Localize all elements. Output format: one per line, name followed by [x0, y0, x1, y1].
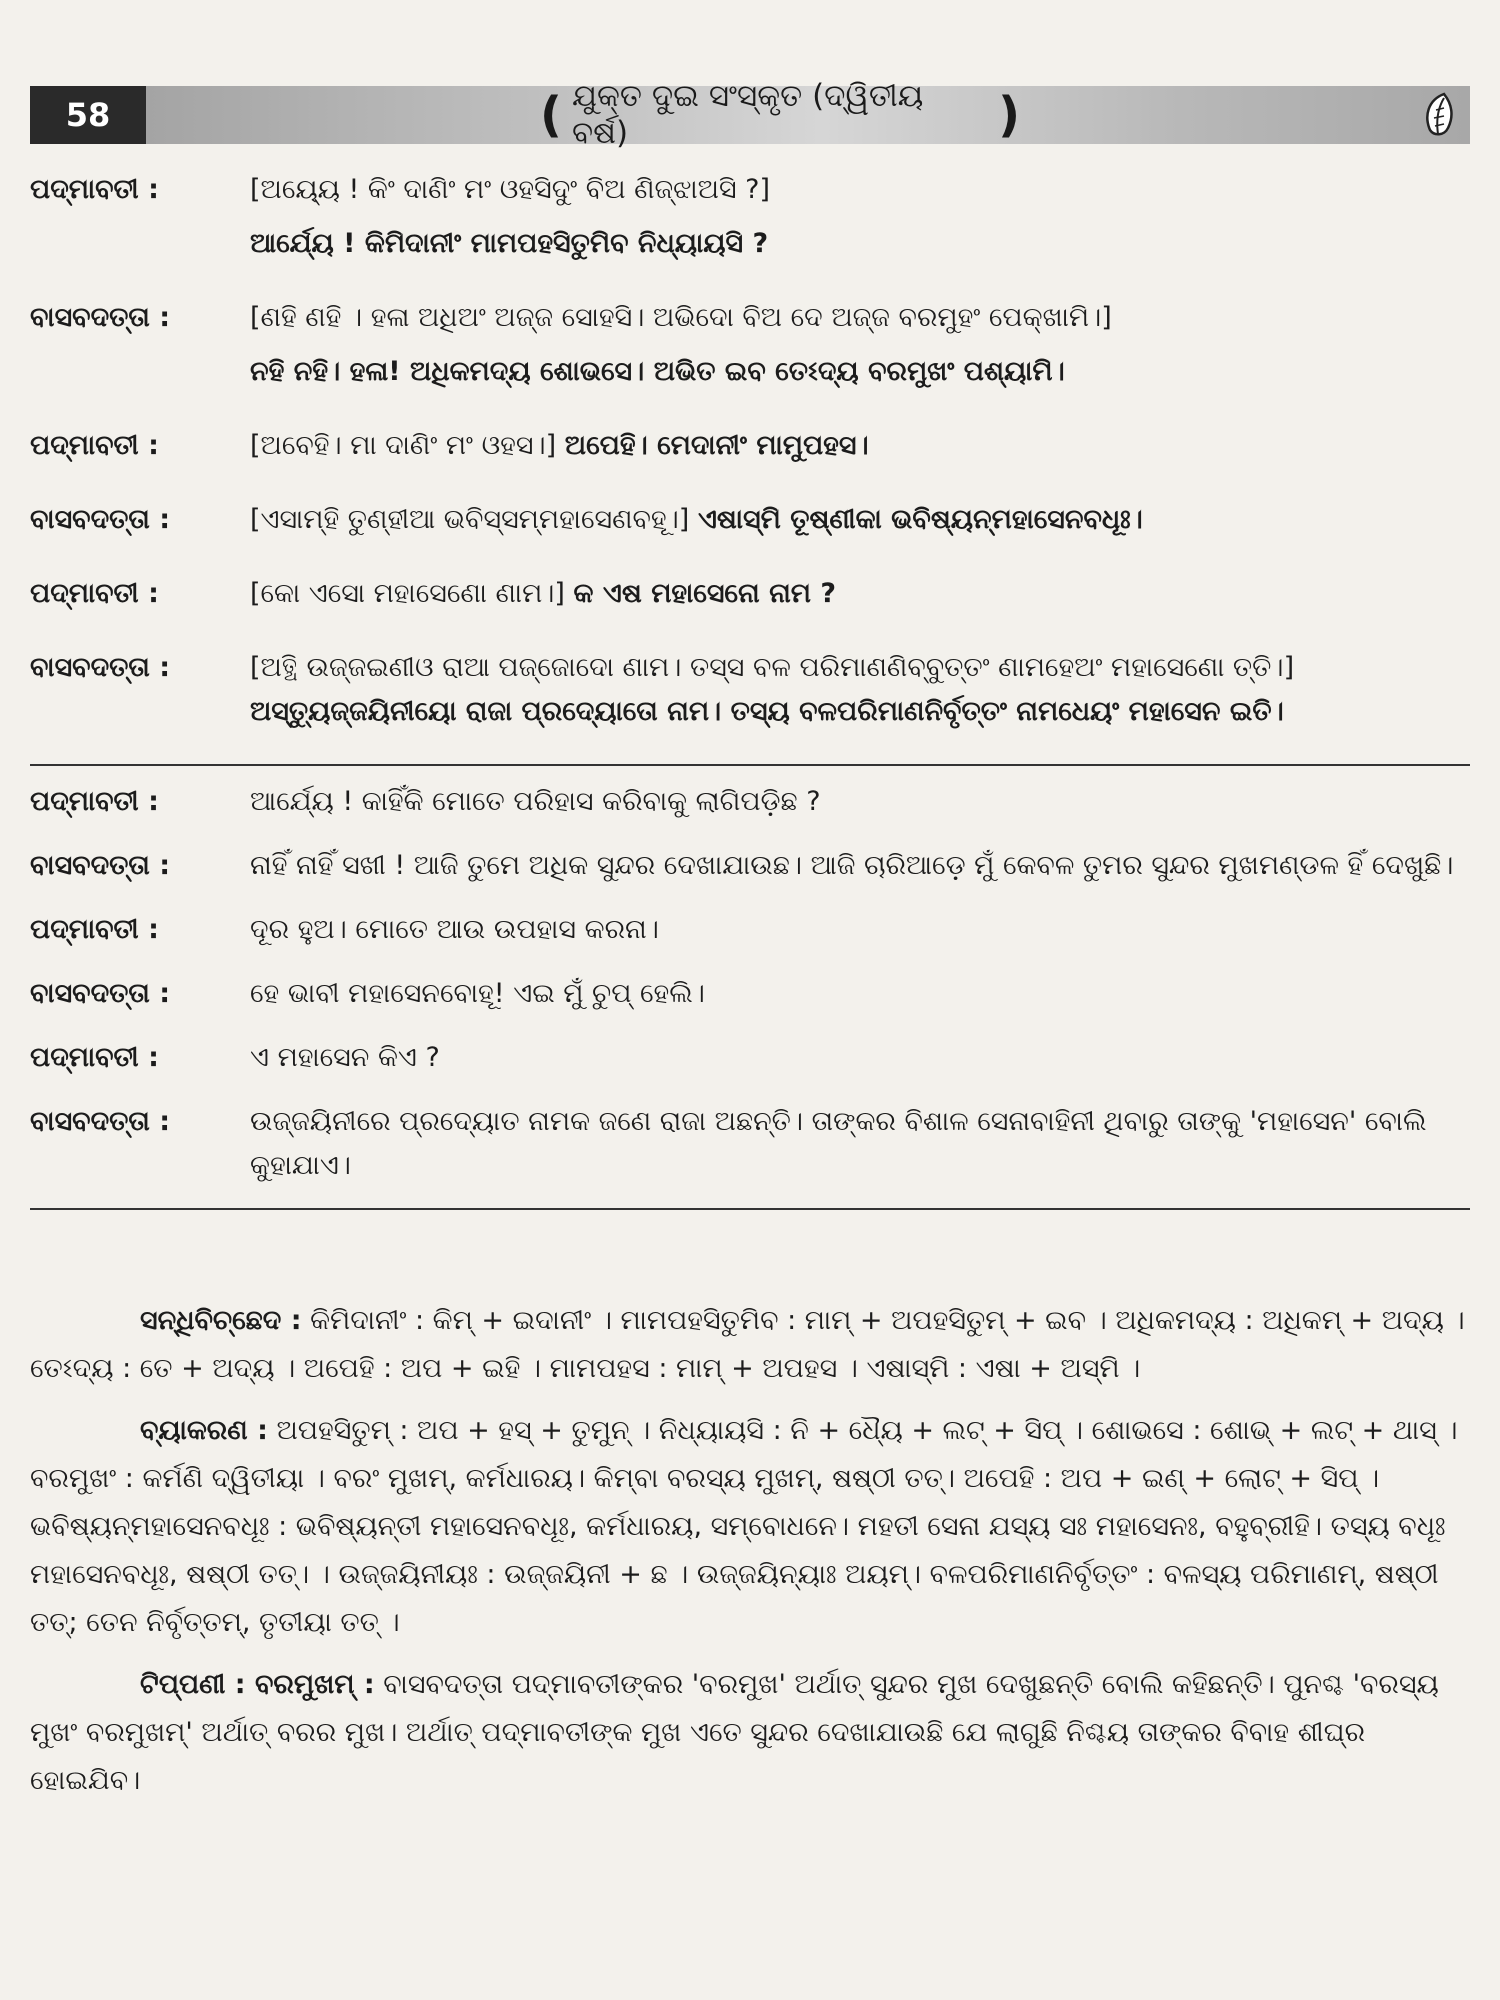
vyakarana-label: ବ୍ୟାକରଣ : [140, 1415, 268, 1446]
prakrit-line: [ଅବେହି। ମା ଦାଣିଂ ମଂ ଓହସ।] [250, 430, 557, 461]
translation-row [30, 908, 1470, 952]
speaker-name: ବାସବଦତ୍ତା : [30, 850, 171, 881]
prakrit-line: [ଣହି ଣହି । ହଳା ଅଧିଅଂ ଅଜ୍ଜ ସୋହସି। ଅଭିଦୋ ବିଅ ଦେ ଅଜ୍ଜ ବରମୁହଂ ପେକ୍‌ଖାମି।] [250, 302, 1112, 333]
sanskrit-line: କ ଏଷ ମହାସେନୋ ନାମ ? [573, 578, 837, 609]
dialogue-row [30, 296, 1470, 404]
tippani-label: ଟିପ୍ପଣୀ : ବରମୁଖମ୍ : [140, 1669, 375, 1700]
dialogue-lines [250, 424, 1470, 478]
dialogue-row [30, 498, 1470, 552]
dialogue-line-combined [250, 572, 1470, 616]
translation-row [30, 1100, 1470, 1188]
dialogue-lines [250, 296, 1470, 404]
translation-row [30, 972, 1470, 1016]
page-number: 58 [30, 86, 146, 144]
prakrit-line: [ଏସାମ୍ହି ତୁଣ୍ହୀଆ ଭବିସ୍ସମ୍ମହାସେଣବହୂ।] [250, 504, 690, 535]
translation-row [30, 1036, 1470, 1080]
section-divider [30, 764, 1470, 766]
translation-text: ଦୂର ହୁଅ। ମୋତେ ଆଉ ଉପହାସ କରନା। [250, 914, 659, 945]
title-paren-right: ) [998, 87, 1020, 143]
speaker-name: ପଦ୍ମାବତୀ : [30, 1042, 159, 1073]
title-paren-left: ( [540, 87, 562, 143]
page-header [30, 78, 1470, 151]
section-divider [30, 1208, 1470, 1210]
dialogue-row [30, 168, 1470, 276]
book-title-text: ଯୁକ୍ତ ଦୁଇ ସଂସ୍କୃତ (ଦ୍ୱିତୀୟ ବର୍ଷ) [571, 78, 924, 151]
speaker-name: ପଦ୍ମାବତୀ : [30, 914, 159, 945]
dialogue-row [30, 646, 1470, 744]
speaker-name: ପଦ୍ମାବତୀ : [30, 578, 159, 609]
dialogue-lines [250, 572, 1470, 626]
speaker-name: ପଦ୍ମାବତୀ : [30, 430, 159, 461]
tippani-note [30, 1661, 1470, 1805]
translation-text: ହେ ଭାବୀ ମହାସେନବୋହୂ! ଏଇ ମୁଁ ଚୁପ୍ ହେଲି। [250, 978, 705, 1009]
vyakarana-text: ଅପହସିତୁମ୍ : ଅପ + ହସ୍ + ତୁମୁନ୍ । ନିଧ୍ୟାୟସି : ନି + ଧ୍ୟୈ + ଲଟ୍ + ସିପ୍ । ଶୋଭସେ : ଶୋଭ୍ + ଲଟ୍ + ଥାସ୍ । ବରମୁଖଂ : କର୍ମଣି ଦ୍ୱିତୀୟା । ବରଂ ମୁଖମ୍, କର୍ମଧାରୟ। କିମ୍ବା ବରସ୍ୟ ମୁଖମ୍, ଷଷ୍ଠୀ ତତ୍। ଅପେହି : ଅପ + ଇଣ୍ + ଲୋଟ୍ + ସିପ୍ । ଭବିଷ୍ୟନ୍ମହାସେନବଧୂଃ : ଭବିଷ୍ୟନ୍ତୀ ମହାସେନବଧୂଃ, କର୍ମଧାରୟ, ସମ୍ବୋଧନେ। ମହତୀ ସେନା ଯସ୍ୟ ସଃ ମହାସେନଃ, ବହୁବ୍ରୀହି। ତସ୍ୟ ବଧୂଃ ମହାସେନବଧୂଃ, ଷଷ୍ଠୀ ତତ୍। । ଉଜ୍ଜୟିନୀୟଃ : ଉଜ୍ଜୟିନୀ + ଛ । ଉଜ୍ଜୟିନ୍ୟାଃ ଅୟମ୍। ବଳପରିମାଣନିର୍ବୃତ୍ତଂ : ବଳସ୍ୟ ପରିମାଣମ୍, ଷଷ୍ଠୀ ତତ୍; ତେନ ନିର୍ବୃତ୍ତମ୍, ତୃତୀୟା ତତ୍ । [30, 1415, 1458, 1638]
speaker-name: ପଦ୍ମାବତୀ : [30, 786, 159, 817]
prakrit-line: [କୋ ଏସୋ ମହାସେଣୋ ଣାମ।] [250, 578, 565, 609]
sanskrit-line: ଅପେହି। ମେଦାନୀଂ ମାମୁପହସ। [564, 430, 869, 461]
speaker-name: ବାସବଦତ୍ତା : [30, 652, 171, 683]
dialogue-line-combined [250, 646, 1470, 734]
dialogue-lines [250, 498, 1470, 552]
prakrit-line: [ଅୟ୍ୟେ ! କିଂ ଦାଣିଂ ମଂ ଓହସିଦୁଂ ବିଅ ଣିଜ୍ଝାଅସି ?] [250, 174, 771, 205]
sanskrit-line: ଅସ୍ତ୍ୟୁଜ୍ଜୟିନୀୟୋ ରାଜା ପ୍ରଦ୍ୟୋତୋ ନାମ। ତସ୍ୟ ବଳପରିମାଣନିର୍ବୃତ୍ତଂ ନାମଧେୟଂ ମହାସେନ ଇତି। [250, 696, 1284, 727]
book-title [530, 78, 1030, 151]
speaker-name: ବାସବଦତ୍ତା : [30, 1106, 171, 1137]
translation-text: ନାହିଁ ନାହିଁ ସଖୀ ! ଆଜି ତୁମେ ଅଧିକ ସୁନ୍ଦର ଦେଖାଯାଉଛ। ଆଜି ଚାରିଆଡ଼େ ମୁଁ କେବଳ ତୁମର ସୁନ୍ଦର ମୁଖମଣ୍ଡଳ ହିଁ ଦେଖୁଛି। [250, 850, 1454, 881]
prakrit-line: [ଅତ୍ଥି ଉଜ୍ଜଇଣୀଓ ରାଆ ପଜ୍ଜୋଦୋ ଣାମ। ତସ୍ସ ବଳ ପରିମାଣଣିବ୍ବୁତ୍ତଂ ଣାମହେଅଂ ମହାସେଣୋ ତ୍ତି।] [250, 652, 1295, 683]
publisher-leaf-icon [1414, 90, 1464, 140]
translation-row [30, 780, 1470, 824]
dialogue-lines [250, 646, 1470, 744]
dialogue-row [30, 572, 1470, 626]
sanskrit-line: ଆର୍ଯ୍ୟେ ! କିମିଦାନୀଂ ମାମପହସିତୁମିବ ନିଧ୍ୟାୟସି ? [250, 228, 769, 259]
sanskrit-line: ନହି ନହି। ହଳା! ଅଧିକମଦ୍ୟ ଶୋଭସେ। ଅଭିତ ଇବ ତେଽଦ୍ୟ ବରମୁଖଂ ପଶ୍ୟାମି। [250, 356, 1065, 387]
sandhi-label: ସନ୍ଧିବିଚ୍ଛେଦ : [140, 1305, 302, 1336]
dialogue-row [30, 424, 1470, 478]
sanskrit-line: ଏଷାସ୍ମି ତୂଷ୍ଣୀକା ଭବିଷ୍ୟନ୍ମହାସେନବଧୂଃ। [697, 504, 1143, 535]
speaker-name: ବାସବଦତ୍ତା : [30, 302, 171, 333]
speaker-name: ପଦ୍ମାବତୀ : [30, 174, 159, 205]
speaker-name: ବାସବଦତ୍ତା : [30, 978, 171, 1009]
translation-text: ଆର୍ଯ୍ୟେ ! କାହିଁକି ମୋତେ ପରିହାସ କରିବାକୁ ଲାଗିପଡ଼ିଛ ? [250, 786, 821, 817]
translation-text: ଉଜ୍ଜୟିନୀରେ ପ୍ରଦ୍ୟୋତ ନାମକ ଜଣେ ରାଜା ଅଛନ୍ତି। ତାଙ୍କର ବିଶାଳ ସେନାବାହିନୀ ଥିବାରୁ ତାଙ୍କୁ 'ମହାସେନ' ବୋଲି କୁହାଯାଏ। [250, 1106, 1427, 1181]
dialogue-line-combined [250, 424, 1470, 468]
grammar-notes [30, 1297, 1470, 1819]
speaker-name: ବାସବଦତ୍ତା : [30, 504, 171, 535]
sandhi-text: କିମିଦାନୀଂ : କିମ୍ + ଇଦାନୀଂ । ମାମପହସିତୁମିବ : ମାମ୍ + ଅପହସିତୁମ୍ + ଇବ । ଅଧିକମଦ୍ୟ : ଅଧିକମ୍ + ଅଦ୍ୟ । ତେଽଦ୍ୟ : ତେ + ଅଦ୍ୟ । ଅପେହି : ଅପ + ଇହି । ମାମପହସ : ମାମ୍ + ଅପହସ । ଏଷାସ୍ମି : ଏଷା + ଅସ୍ମି । [30, 1305, 1465, 1384]
translation-text: ଏ ମହାସେନ କିଏ ? [250, 1042, 440, 1073]
vyakarana-note [30, 1407, 1470, 1647]
dialogue-lines [250, 168, 1470, 276]
translation-row [30, 844, 1470, 888]
tippani-text: ବାସବଦତ୍ତା ପଦ୍ମାବତୀଙ୍କର 'ବରମୁଖ' ଅର୍ଥାତ୍ ସୁନ୍ଦର ମୁଖ ଦେଖୁଛନ୍ତି ବୋଲି କହିଛନ୍ତି। ପୁନଶ୍ଚ 'ବରସ୍ୟ ମୁଖଂ ବରମୁଖମ୍' ଅର୍ଥାତ୍ ବରର ମୁଖ। ଅର୍ଥାତ୍ ପଦ୍ମାବତୀଙ୍କ ମୁଖ ଏତେ ସୁନ୍ଦର ଦେଖାଯାଉଛି ଯେ ଲାଗୁଛି ନିଶ୍ଚୟ ତାଙ୍କର ବିବାହ ଶୀଘ୍ର ହୋଇଯିବ। [30, 1669, 1439, 1796]
sandhi-note [30, 1297, 1470, 1393]
dialogue-line-combined [250, 498, 1470, 542]
dialogue-section [30, 168, 1470, 1224]
